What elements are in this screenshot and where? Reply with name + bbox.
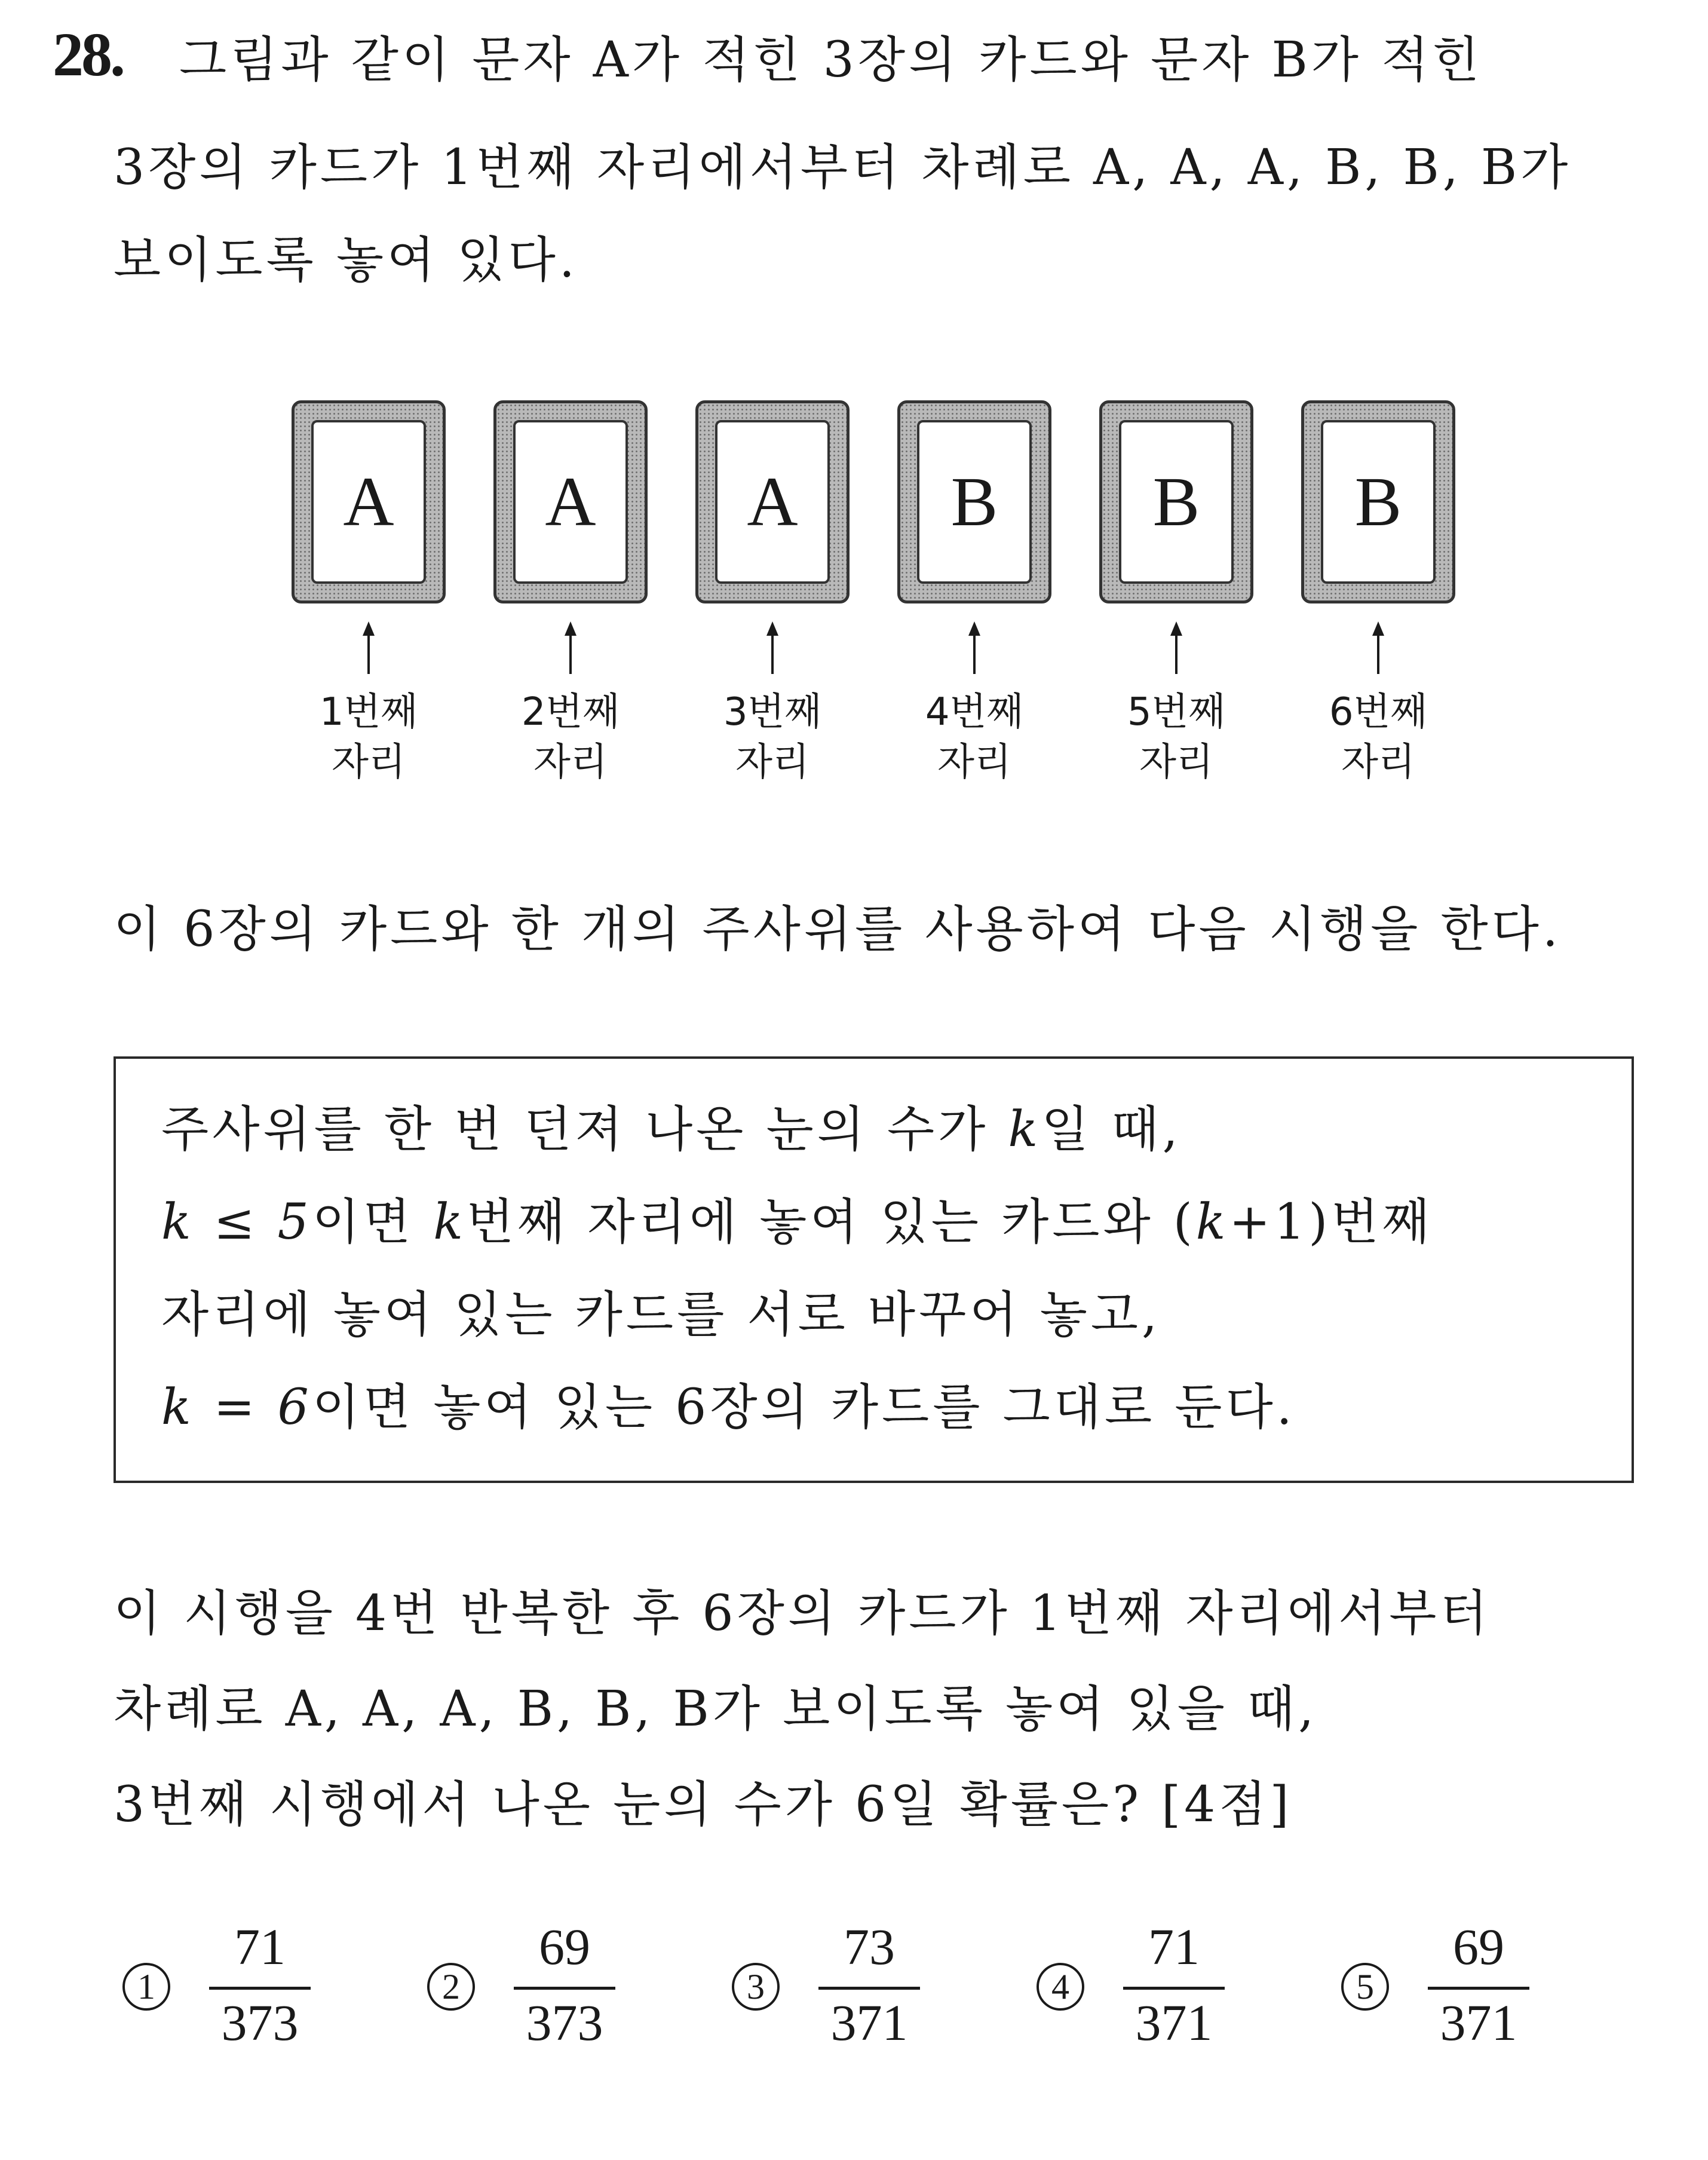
fraction [514, 1918, 615, 2051]
intro-line-2: 3장의 카드가 1번째 자리에서부터 차례로 A, A, A, B, B, B가 [114, 139, 1572, 196]
position-label-6-bottom: 자리 [1341, 740, 1415, 785]
intro-line-1: 그림과 같이 문자 A가 적힌 3장의 카드와 문자 B가 적힌 [179, 32, 1483, 88]
card-1 [292, 400, 446, 603]
numerator: 69 [1453, 1918, 1504, 1975]
rule-line-3: 자리에 놓여 있는 카드를 서로 바꾸어 놓고, [161, 1286, 1161, 1343]
fraction [1428, 1918, 1529, 2051]
fraction-bar [1428, 1987, 1529, 1990]
card-6-letter: B [1321, 420, 1436, 584]
choice-number-4: 4 [1037, 1963, 1084, 2011]
fraction [1123, 1918, 1225, 2051]
card-1-letter: A [311, 420, 426, 584]
card-6 [1301, 400, 1455, 603]
card-2 [493, 400, 648, 603]
position-label-2 [499, 687, 642, 788]
fraction [818, 1918, 920, 2051]
denominator: 371 [830, 1994, 908, 2051]
numerator: 73 [844, 1918, 895, 1975]
position-label-4 [903, 687, 1046, 788]
denominator: 371 [1135, 1994, 1213, 2051]
numerator: 71 [1148, 1918, 1200, 1975]
card-3-letter: A [715, 420, 830, 584]
numerator: 71 [234, 1918, 286, 1975]
final-line-3: 3번째 시행에서 나온 눈의 수가 6일 확률은? [4점] [114, 1776, 1293, 1833]
fraction-bar [1123, 1987, 1225, 1990]
position-label-6-top: 6번째 [1329, 690, 1428, 734]
up-arrow-icon [962, 621, 986, 675]
position-label-1-bottom: 자리 [332, 740, 406, 785]
position-label-4-bottom: 자리 [937, 740, 1011, 785]
denominator: 371 [1440, 1994, 1517, 2051]
position-label-3-top: 3번째 [723, 690, 822, 734]
position-label-3-bottom: 자리 [735, 740, 809, 785]
choice-number-1: 1 [122, 1963, 170, 2011]
final-line-1: 이 시행을 4번 반복한 후 6장의 카드가 1번째 자리에서부터 [114, 1585, 1491, 1642]
choice-number-3: 3 [732, 1963, 780, 2011]
up-arrow-icon [1366, 621, 1390, 675]
intro-line-3: 보이도록 놓여 있다. [114, 232, 578, 289]
rule-line-4: k = 6이면 놓여 있는 6장의 카드를 그대로 둔다. [161, 1379, 1296, 1436]
choice-number-5: 5 [1341, 1963, 1389, 2011]
rule-line-2: k ≤ 5이면 k번째 자리에 놓여 있는 카드와 (k+1)번째 [161, 1194, 1433, 1251]
card-4 [897, 400, 1051, 603]
fraction-bar [818, 1987, 920, 1990]
question-number: 28. [53, 20, 123, 89]
up-arrow-icon [1164, 621, 1188, 675]
position-label-4-top: 4번째 [925, 690, 1024, 734]
card-5 [1099, 400, 1253, 603]
position-label-5-top: 5번째 [1127, 690, 1226, 734]
position-label-3 [701, 687, 844, 788]
choice-number-2: 2 [427, 1963, 475, 2011]
card-4-letter: B [917, 420, 1032, 584]
trial-description: 이 6장의 카드와 한 개의 주사위를 사용하여 다음 시행을 한다. [114, 901, 1562, 958]
up-arrow-icon [357, 621, 381, 675]
position-label-5 [1105, 687, 1248, 788]
fraction-bar [514, 1987, 615, 1990]
card-3 [695, 400, 850, 603]
position-label-2-top: 2번째 [521, 690, 620, 734]
fraction-bar [209, 1987, 311, 1990]
position-label-5-bottom: 자리 [1139, 740, 1213, 785]
rule-line-1: 주사위를 한 번 던져 나온 눈의 수가 k일 때, [161, 1101, 1182, 1158]
position-label-1 [297, 687, 440, 788]
denominator: 373 [221, 1994, 299, 2051]
position-label-2-bottom: 자리 [533, 740, 608, 785]
final-line-2: 차례로 A, A, A, B, B, B가 보이도록 놓여 있을 때, [114, 1681, 1318, 1738]
up-arrow-icon [559, 621, 582, 675]
position-label-6 [1307, 687, 1450, 788]
card-5-letter: B [1119, 420, 1234, 584]
card-2-letter: A [513, 420, 628, 584]
position-label-1-top: 1번째 [319, 690, 418, 734]
up-arrow-icon [761, 621, 784, 675]
denominator: 373 [526, 1994, 603, 2051]
fraction [209, 1918, 311, 2051]
numerator: 69 [539, 1918, 590, 1975]
